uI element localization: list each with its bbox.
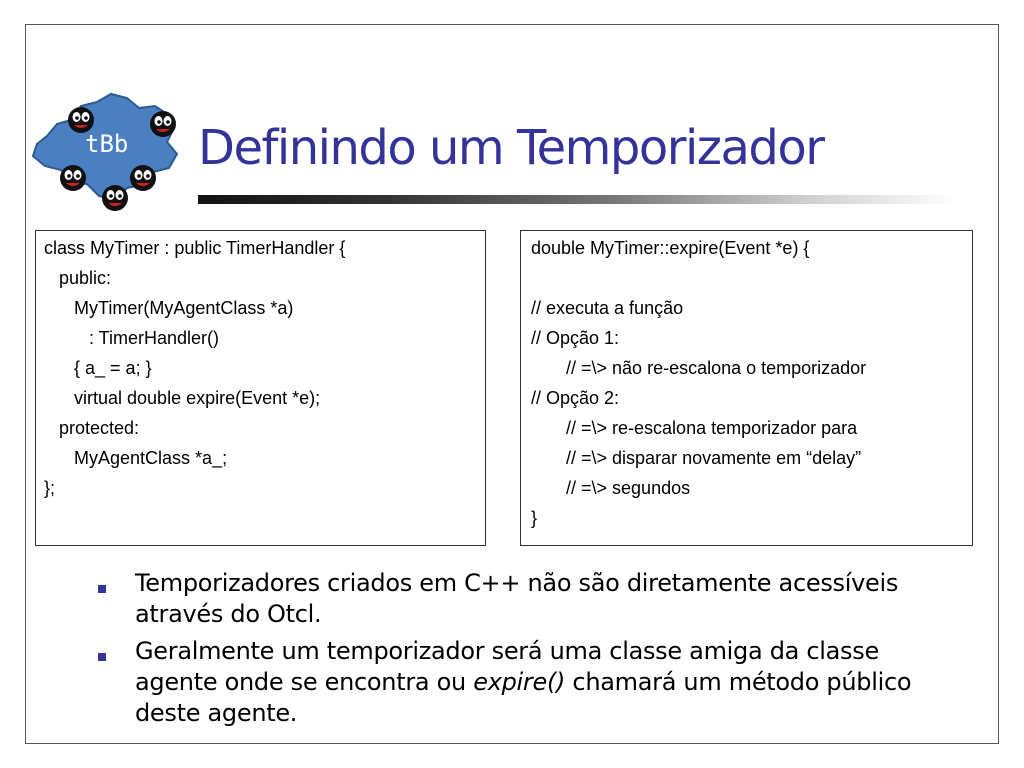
code-box-right [520,230,973,546]
code-line: // executa a função [531,298,684,318]
code-line: { a_ = a; } [44,358,152,378]
bullet-text-italic: expire() [473,668,566,696]
face-icon [68,107,94,133]
code-line: : TimerHandler() [44,328,220,348]
code-box-left [35,230,486,546]
logo-text: tBb [85,130,129,158]
code-line: MyAgentClass *a_; [44,448,228,468]
code-line: // Opção 1: [531,328,620,348]
bullet-icon [98,653,106,661]
slide-title: Definindo um Temporizador [198,120,824,176]
code-line: double MyTimer::expire(Event *e) { [531,238,810,258]
tbb-logo [27,84,195,214]
face-icon [60,165,86,191]
code-line: protected: [44,418,140,438]
bullet-text: chamará um método público deste agente. [135,668,919,727]
bullet-text: Geralmente um temporizador será uma classe amiga da classe agente onde se encontra ou [135,637,887,696]
bullet-text: Temporizadores criados em C++ não são diretamente acessíveis através do Otcl. [135,569,906,628]
code-line: } [531,508,538,528]
code-line: class MyTimer : public TimerHandler { [44,238,346,258]
code-line: }; [44,478,56,498]
code-line: // =\> segundos [531,478,691,498]
code-line: // Opção 2: [531,388,620,408]
bullet-item [135,568,955,630]
face-icon [102,185,128,211]
code-line: virtual double expire(Event *e); [44,388,321,408]
code-line: // =\> re-escalona temporizador para [531,418,858,438]
code-line: // =\> disparar novamente em “delay” [531,448,862,468]
code-line: public: [44,268,112,288]
face-icon [150,111,176,137]
bullet-item [135,636,955,729]
bullet-icon [98,585,106,593]
face-icon [130,165,156,191]
code-line: MyTimer(MyAgentClass *a) [44,298,294,318]
code-line: // =\> não re-escalona o temporizador [531,358,867,378]
title-underline [198,195,958,204]
